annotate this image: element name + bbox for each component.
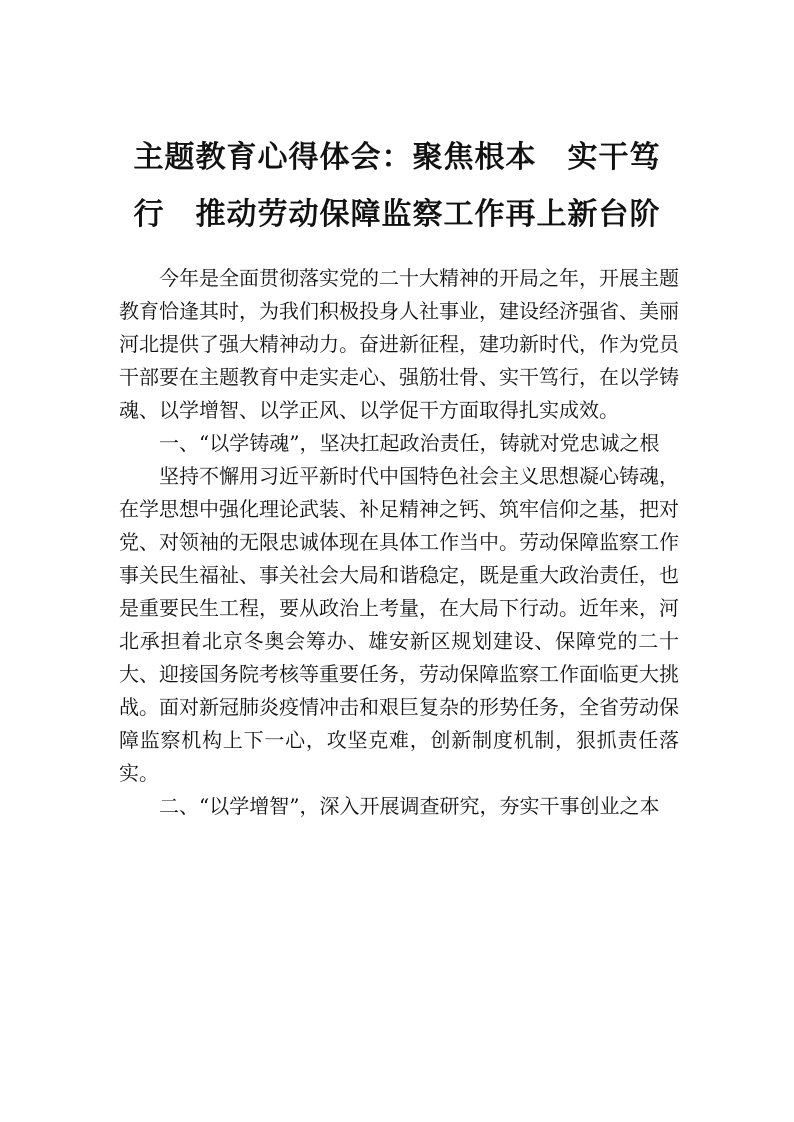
paragraph-intro: 今年是全面贯彻落实党的二十大精神的开局之年，开展主题教育恰逢其时，为我们积极投身人社事业，建设经济强省、美丽河北提供了强大精神动力。奋进新征程，建功新时代，作为党员干部要在主题教育中走实走心、强筋壮骨、实干笃行，在以学铸魂、以学增智、以学正风、以学促干方面取得扎实成效。 (119, 266, 679, 422)
paragraph-section-1: 坚持不懈用习近平新时代中国特色社会主义思想凝心铸魂，在学思想中强化理论武装、补足精神之钙、筑牢信仰之基，把对党、对领袖的无限忠诚体现在具体工作当中。劳动保障监察工作事关民生福祉、事关社会大局和谐稳定，既是重大政治责任，也是重要民生工程，要从政治上考量，在大局下行动。近年来，河北承担着北京冬奥会筹办、雄安新区规划建设、保障党的二十大、迎接国务院考核等重要任务，劳动保障监察工作面临更大挑战。面对新冠肺炎疫情冲击和艰巨复杂的形势任务，全省劳动保障监察机构上下一心，攻坚克难，创新制度机制，狠抓责任落实。 (119, 464, 679, 785)
document-title-line-1: 主题教育心得体会：聚焦根本 实干笃 (133, 140, 661, 175)
document-title-line-2: 行 推动劳动保障监察工作再上新台阶 (133, 197, 661, 232)
section-heading-1: 一、“以学铸魂”，坚决扛起政治责任，铸就对党忠诚之根 (159, 431, 660, 455)
document-body (119, 262, 679, 823)
section-heading-2: 二、“以学增智”，深入开展调查研究，夯实干事创业之本 (159, 794, 660, 818)
